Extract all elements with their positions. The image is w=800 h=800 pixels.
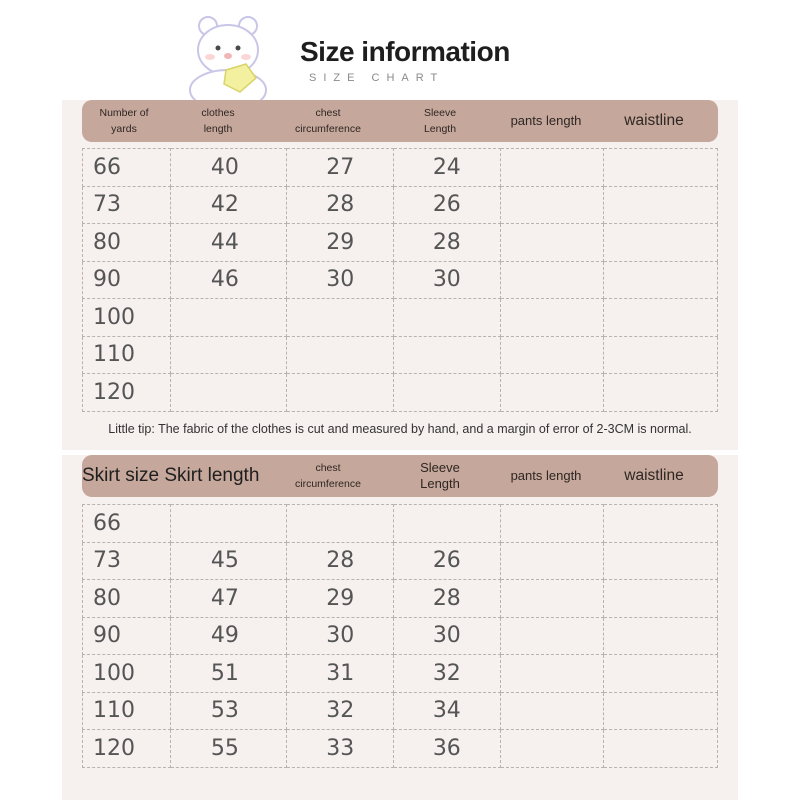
table-cell: 80 <box>83 580 171 618</box>
table-row <box>83 261 718 299</box>
table-cell: 100 <box>83 655 171 693</box>
table-cell: 90 <box>83 617 171 655</box>
table-cell: 29 <box>287 580 394 618</box>
table-cell <box>500 730 604 768</box>
table-cell <box>604 542 718 580</box>
table1-header-bar <box>82 100 718 142</box>
table-cell: 66 <box>83 505 171 543</box>
table-cell <box>604 580 718 618</box>
table-cell <box>604 374 718 412</box>
table-cell: 51 <box>170 655 287 693</box>
table-cell <box>500 505 604 543</box>
table-cell: 33 <box>287 730 394 768</box>
col-clothes-length: clothes length <box>201 107 235 135</box>
table-cell: 44 <box>170 224 287 262</box>
table-cell <box>394 336 501 374</box>
table-cell: 36 <box>394 730 501 768</box>
table-row <box>83 730 718 768</box>
table-cell <box>604 730 718 768</box>
col-pants-length-2: pants length <box>510 468 582 483</box>
table-cell: 100 <box>83 299 171 337</box>
table-row <box>83 374 718 412</box>
table-cell <box>287 336 394 374</box>
table-cell <box>604 149 718 187</box>
page-subtitle: SIZE CHART <box>309 72 445 84</box>
table-cell <box>604 224 718 262</box>
table-cell: 28 <box>287 542 394 580</box>
table-cell: 28 <box>394 580 501 618</box>
table-cell: 30 <box>394 261 501 299</box>
table-cell <box>170 299 287 337</box>
table-row <box>83 149 718 187</box>
table-cell: 32 <box>394 655 501 693</box>
table-cell <box>500 261 604 299</box>
table-cell <box>604 336 718 374</box>
table-cell: 45 <box>170 542 287 580</box>
table-cell <box>287 505 394 543</box>
table-cell <box>500 692 604 730</box>
table-cell: 53 <box>170 692 287 730</box>
col-sleeve-length-2: Sleeve Length <box>420 460 460 491</box>
size-table-top <box>82 148 718 412</box>
bear-illustration <box>168 12 286 112</box>
page-title: Size information <box>300 36 510 67</box>
table-cell <box>500 336 604 374</box>
col-chest-circumference: chest circumference <box>295 107 361 135</box>
table-cell: 110 <box>83 692 171 730</box>
table-cell <box>604 186 718 224</box>
table-row <box>83 224 718 262</box>
col-pants-length: pants length <box>510 113 582 128</box>
table-cell: 27 <box>287 149 394 187</box>
table-cell <box>287 374 394 412</box>
table-cell: 49 <box>170 617 287 655</box>
table-cell: 47 <box>170 580 287 618</box>
table-cell: 42 <box>170 186 287 224</box>
table-cell: 30 <box>287 261 394 299</box>
table-cell <box>500 542 604 580</box>
table-cell: 55 <box>170 730 287 768</box>
table-cell: 73 <box>83 186 171 224</box>
table-row <box>83 186 718 224</box>
table-cell: 31 <box>287 655 394 693</box>
col-waistline-2: waistline <box>624 467 684 484</box>
table-cell: 120 <box>83 374 171 412</box>
col-chest-circumference-2: chest circumference <box>295 462 361 490</box>
table-cell: 73 <box>83 542 171 580</box>
table-cell <box>170 336 287 374</box>
table-cell <box>604 299 718 337</box>
table-cell: 29 <box>287 224 394 262</box>
table-cell: 30 <box>287 617 394 655</box>
table-cell <box>500 186 604 224</box>
table-cell <box>394 374 501 412</box>
table-cell <box>500 149 604 187</box>
table-cell <box>604 617 718 655</box>
table-cell <box>604 505 718 543</box>
table-row <box>83 505 718 543</box>
table-cell: 34 <box>394 692 501 730</box>
table-cell: 120 <box>83 730 171 768</box>
table-cell <box>604 692 718 730</box>
table-cell <box>500 374 604 412</box>
table-cell <box>500 299 604 337</box>
table-cell <box>500 617 604 655</box>
table-row <box>83 655 718 693</box>
tip-text: Little tip: The fabric of the clothes is cut and measured by hand, and a margin of error of 2-3CM is normal. <box>108 422 692 436</box>
table-cell: 66 <box>83 149 171 187</box>
table-cell: 28 <box>394 224 501 262</box>
table-cell <box>500 655 604 693</box>
table-row <box>83 580 718 618</box>
table-cell: 32 <box>287 692 394 730</box>
table-cell <box>394 505 501 543</box>
table-cell: 26 <box>394 186 501 224</box>
table-cell: 28 <box>287 186 394 224</box>
table-cell <box>500 224 604 262</box>
table-row <box>83 617 718 655</box>
table-cell: 90 <box>83 261 171 299</box>
table-row <box>83 692 718 730</box>
table2-header-bar <box>82 455 718 497</box>
table-cell <box>170 505 287 543</box>
col-sleeve-length: Sleeve Length <box>423 107 457 135</box>
table-cell: 40 <box>170 149 287 187</box>
table-cell: 80 <box>83 224 171 262</box>
col-number-of-yards: Number of yards <box>99 107 149 135</box>
table-cell <box>604 655 718 693</box>
table-cell: 26 <box>394 542 501 580</box>
table-cell: 24 <box>394 149 501 187</box>
table-row <box>83 336 718 374</box>
table-row <box>83 299 718 337</box>
size-table-bottom <box>82 504 718 768</box>
col-waistline: waistline <box>624 112 684 129</box>
table-cell: 30 <box>394 617 501 655</box>
table-cell <box>170 374 287 412</box>
table-cell: 46 <box>170 261 287 299</box>
table-cell <box>287 299 394 337</box>
table-cell <box>500 580 604 618</box>
table-cell <box>604 261 718 299</box>
skirt-size-title: Skirt size Skirt length <box>82 465 260 486</box>
table-row <box>83 542 718 580</box>
table-cell <box>394 299 501 337</box>
table-cell: 110 <box>83 336 171 374</box>
